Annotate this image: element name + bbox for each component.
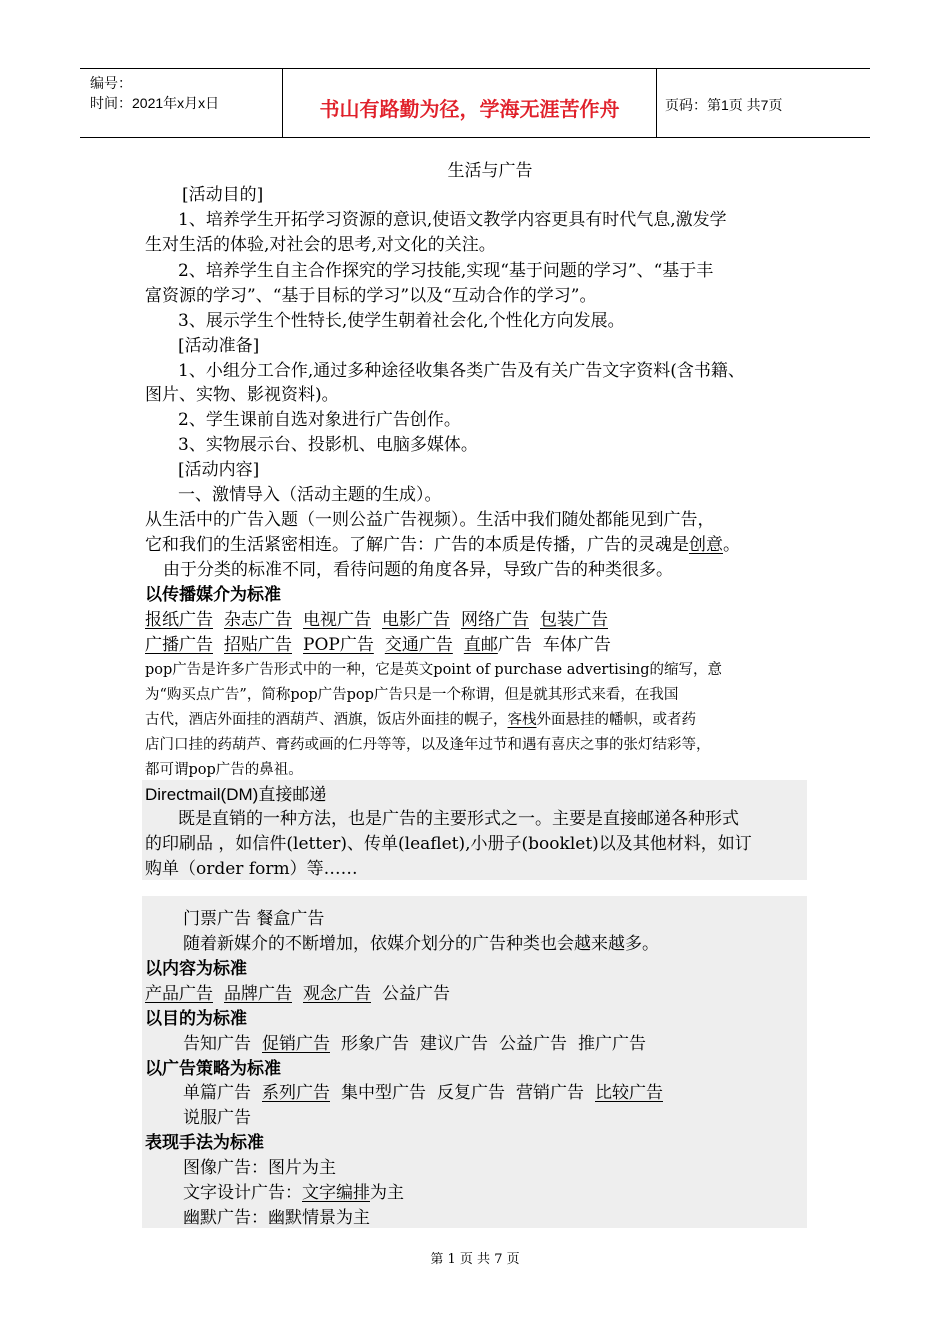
ad-type-product[interactable]: 产品广告 <box>145 984 213 1004</box>
header-meta <box>80 69 283 137</box>
header-motto-cell <box>283 69 657 137</box>
prep-1b: 图片、实物、影视资料)。 <box>145 385 339 405</box>
ad-type-persuasion: 说服广告 <box>183 1108 251 1128</box>
ad-type-outreach: 推广广告 <box>578 1034 646 1054</box>
dm-line-2: 的印刷品 ，如信件(letter)、传单(leaflet),小册子(booklet)以及其他材料，如订 <box>145 834 752 854</box>
ad-type-transit[interactable]: 交通广告 <box>384 635 453 655</box>
motto: 书山有路勤为径，学海无涯苦作舟 <box>319 97 620 121</box>
ad-type-magazine[interactable]: 杂志广告 <box>224 610 292 630</box>
prep-3: 3、实物展示台、投影机、电脑多媒体。 <box>178 435 478 455</box>
heading-media: 以传播媒介为标准 <box>145 585 281 605</box>
ad-type-series[interactable]: 系列广告 <box>262 1083 330 1103</box>
purpose-row <box>183 1033 646 1055</box>
heading-expression: 表现手法为标准 <box>145 1133 264 1153</box>
heading-content: 以内容为标准 <box>145 959 247 979</box>
dm-line-3: 购单（order form）等…… <box>145 859 358 879</box>
ad-type-pop[interactable]: POP广告 <box>303 635 374 655</box>
heading-strategy: 以广告策略为标准 <box>145 1059 281 1079</box>
expr-image: 图像广告：图片为主 <box>183 1158 336 1178</box>
ad-type-radio[interactable]: 广播广告 <box>145 635 213 655</box>
ad-type-package[interactable]: 包装广告 <box>540 610 608 630</box>
prep-2: 2、学生课前自选对象进行广告创作。 <box>178 410 461 430</box>
purpose-2b: 富资源的学习”、“基于目标的学习”以及“互动合作的学习”。 <box>145 286 597 306</box>
ad-type-marketing: 营销广告 <box>516 1083 584 1103</box>
dm-title: Directmail(DM)直接邮递 <box>145 785 327 804</box>
content-1: 一、激情导入（活动主题的生成）。 <box>178 485 442 505</box>
content-3-text: 它和我们的生活紧密相连。了解广告：广告的本质是传播，广告的灵魂是 <box>145 535 689 555</box>
ad-type-newspaper[interactable]: 报纸广告 <box>145 610 213 630</box>
expr-text <box>183 1182 404 1204</box>
content-3 <box>145 534 740 556</box>
doc-date: 时间：2021年x月x日 <box>90 95 220 111</box>
pop-line-4: 店门口挂的药葫芦、膏药或画的仁丹等等，以及逢年过节和遇有喜庆之事的张灯结彩等， <box>145 737 711 753</box>
strategy-row <box>183 1082 663 1104</box>
ad-type-direct-mail-suffix: 广告 <box>497 635 532 655</box>
creativity-link[interactable]: 创意 <box>689 535 723 555</box>
purpose-1a: 1、培养学生开拓学习资源的意识,使语文教学内容更具有时代气息,激发学 <box>178 210 727 230</box>
page-header <box>80 68 870 138</box>
inn-link[interactable]: 客栈 <box>507 712 537 728</box>
expr-text-end: 为主 <box>370 1183 404 1203</box>
text-layout-link[interactable]: 文字编排 <box>302 1183 370 1203</box>
content-4: 由于分类的标准不同，看待问题的角度各异，导致广告的种类很多。 <box>163 560 673 580</box>
media-row-2 <box>145 634 611 656</box>
pop-line-3 <box>145 709 696 731</box>
misc-media: 门票广告 餐盒广告 <box>183 909 325 929</box>
purpose-1b: 生对生活的体验,对社会的思考,对文化的关注。 <box>145 235 496 255</box>
ad-type-web[interactable]: 网络广告 <box>461 610 529 630</box>
content-2: 从生活中的广告入题（一则公益广告视频）。生活中我们随处都能见到广告， <box>145 510 715 530</box>
ad-type-inform: 告知广告 <box>183 1034 251 1054</box>
ad-type-direct-mail[interactable]: 直邮 <box>463 635 498 655</box>
ad-type-single: 单篇广告 <box>183 1083 251 1103</box>
expr-text-label: 文字设计广告： <box>183 1183 302 1203</box>
dm-line-1: 既是直销的一种方法，也是广告的主要形式之一。主要是直接邮递各种形式 <box>178 809 739 829</box>
pop-line-1: pop广告是许多广告形式中的一种，它是英文point of purchase advertising的缩写，意 <box>145 662 723 678</box>
section-content: [活动内容] <box>178 460 260 480</box>
ad-type-repeated: 反复广告 <box>437 1083 505 1103</box>
ad-type-concentrated: 集中型广告 <box>341 1083 426 1103</box>
doc-number: 编号： <box>90 75 132 91</box>
ad-type-suggestion: 建议广告 <box>420 1034 488 1054</box>
pop-line-2: 为“购买点广告”，简称pop广告pop广告只是一个称谓，但是就其形式来看，在我国 <box>145 687 679 703</box>
ad-type-vehicle: 车体广告 <box>542 635 611 655</box>
ad-type-tv[interactable]: 电视广告 <box>303 610 371 630</box>
pop-line-3-rest: 外面悬挂的幡帜，或者药 <box>536 712 696 728</box>
section-purpose: [活动目的] <box>182 185 264 205</box>
page-indicator: 页码：第1页 共7页 <box>665 97 783 113</box>
pop-line-3-text: 古代，酒店外面挂的酒葫芦、酒旗，饭店外面挂的幌子， <box>145 712 508 728</box>
content-row <box>145 983 450 1005</box>
ad-type-poster[interactable]: 招贴广告 <box>224 635 292 655</box>
prep-1a: 1、小组分工合作,通过多种途径收集各类广告及有关广告文字资料(含书籍、 <box>178 361 745 381</box>
purpose-3: 3、展示学生个性特长,使学生朝着社会化,个性化方向发展。 <box>178 311 625 331</box>
ad-type-public: 公益广告 <box>382 984 450 1004</box>
section-preparation: [活动准备] <box>178 336 260 356</box>
doc-title: 生活与广告 <box>447 161 533 181</box>
media-row-1 <box>145 609 608 631</box>
pop-line-5: 都可谓pop广告的鼻祖。 <box>145 762 303 778</box>
purpose-2a: 2、培养学生自主合作探究的学习技能,实现“基于问题的学习”、“基于丰 <box>178 261 714 281</box>
ad-type-comparison[interactable]: 比较广告 <box>595 1083 663 1103</box>
ad-type-public-welfare: 公益广告 <box>499 1034 567 1054</box>
ad-type-image: 形象广告 <box>341 1034 409 1054</box>
content-3-end: 。 <box>723 535 740 555</box>
more-media: 随着新媒介的不断增加，依媒介划分的广告种类也会越来越多。 <box>183 934 659 954</box>
ad-type-promotion[interactable]: 促销广告 <box>262 1034 330 1054</box>
heading-purpose: 以目的为标准 <box>145 1009 247 1029</box>
ad-type-concept[interactable]: 观念广告 <box>303 984 371 1004</box>
ad-type-brand[interactable]: 品牌广告 <box>224 984 292 1004</box>
expr-humor: 幽默广告：幽默情景为主 <box>183 1208 370 1228</box>
page-footer: 第 1 页 共 7 页 <box>430 1252 520 1267</box>
ad-type-film[interactable]: 电影广告 <box>382 610 450 630</box>
